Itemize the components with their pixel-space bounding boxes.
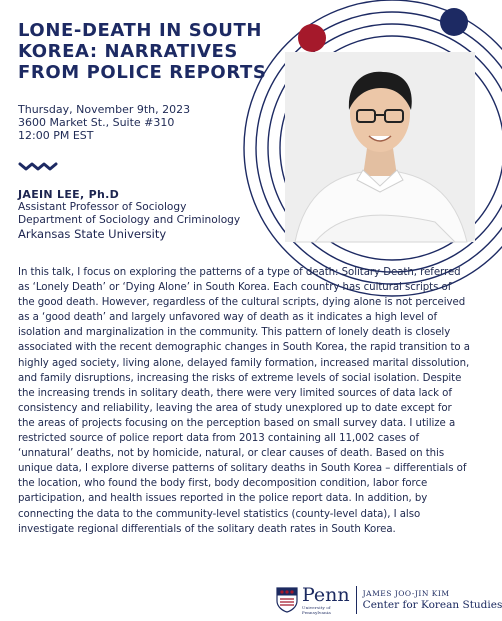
penn-subtitle: University of Pennsylvania (302, 604, 331, 615)
event-location: 3600 Market St., Suite #310 (18, 116, 175, 129)
penn-shield-icon (276, 587, 298, 613)
event-date: Thursday, November 9th, 2023 (18, 103, 191, 116)
speaker-role: Assistant Professor of Sociology (18, 201, 187, 213)
center-name-line2: Center for Korean Studies (362, 598, 502, 611)
logo-divider (356, 586, 357, 614)
penn-center-logo (276, 585, 502, 615)
wave-icon (18, 160, 58, 172)
speaker-photo (285, 52, 475, 242)
red-dot (298, 24, 326, 52)
talk-abstract: In this talk, I focus on exploring the patterns of a type of death: Solitary Death, referred as ‘Lonely Death’ or ‘Dying Alone’ in South Korea. Each country has cultural scripts of the good death. However, regardless of the cultural scripts, dying alone is not perceived as a ‘good death’ and largely unfavored way of death as it indicates a high level of isolation and marginalization in the community. This pattern of lonely death is closely associated with the recent demographic changes in South Korea, the rapid transition to a highly aged society, living alone, delayed family formation, increased marital dissolution, and family disruptions, increasing the risks of extreme levels of social isolation. Despite the increasing trends in solitary death, there were very limited sources of data lack of consistency and reliability, leaving the area of study unexplored up to date except for the areas of projects focusing on the perception based on small survey data. I utilize a restricted source of police report data from 2013 containing all 11,002 cases of ‘unnatural’ deaths, not by homicide, natural, or clear causes of death. Based on this unique data, I explore diverse patterns of solitary deaths in South Korea – differentials of the location, who found the body first, body decomposition condition, labor force participation, and health issues reported in the police report data. In addition, by connecting the data to the community-level statistics (county-level data), I also investigate regional differentials of the solitary death rates in South Korea. (18, 267, 470, 535)
speaker-info (18, 188, 240, 242)
event-title: LONE-DEATH IN SOUTH KOREA: NARRATIVES FROM POLICE REPORTS (18, 20, 267, 83)
center-name-line1: JAMES JOO-JIN KIM (362, 588, 450, 598)
speaker-name: JAEIN LEE, Ph.D (18, 188, 119, 201)
navy-dot (440, 8, 468, 36)
event-details (18, 103, 190, 142)
speaker-university: Arkansas State University (18, 227, 167, 241)
center-name (363, 589, 502, 612)
penn-wordmark: Penn (302, 583, 350, 606)
speaker-department: Department of Sociology and Criminology (18, 214, 241, 226)
event-time: 12:00 PM EST (18, 129, 94, 142)
